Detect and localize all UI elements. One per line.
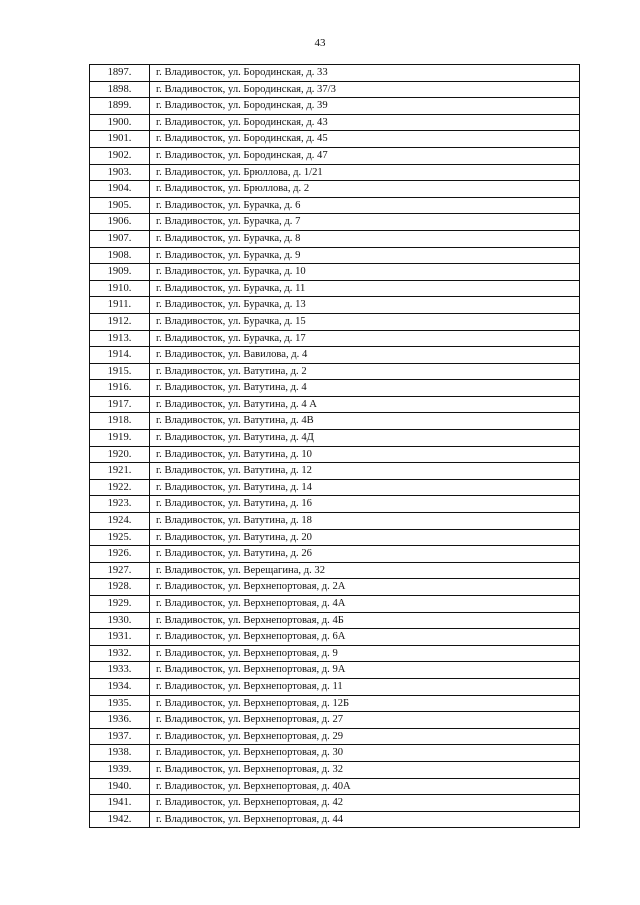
table-row bbox=[90, 313, 580, 330]
row-number: 1923. bbox=[90, 496, 150, 513]
row-number: 1933. bbox=[90, 662, 150, 679]
address-cell: г. Владивосток, ул. Верхнепортовая, д. 44 bbox=[150, 811, 580, 828]
row-number: 1897. bbox=[90, 65, 150, 82]
table-row bbox=[90, 712, 580, 729]
table-row bbox=[90, 612, 580, 629]
address-cell: г. Владивосток, ул. Бородинская, д. 33 bbox=[150, 65, 580, 82]
row-number: 1913. bbox=[90, 330, 150, 347]
row-number: 1899. bbox=[90, 98, 150, 115]
table-row bbox=[90, 181, 580, 198]
table-row bbox=[90, 745, 580, 762]
row-number: 1898. bbox=[90, 81, 150, 98]
address-cell: г. Владивосток, ул. Ватутина, д. 26 bbox=[150, 546, 580, 563]
row-number: 1915. bbox=[90, 363, 150, 380]
row-number: 1921. bbox=[90, 463, 150, 480]
address-cell: г. Владивосток, ул. Верхнепортовая, д. 40А bbox=[150, 778, 580, 795]
address-cell: г. Владивосток, ул. Ватутина, д. 18 bbox=[150, 513, 580, 530]
table-row bbox=[90, 247, 580, 264]
address-cell: г. Владивосток, ул. Ватутина, д. 4 bbox=[150, 380, 580, 397]
table-row bbox=[90, 728, 580, 745]
table-row bbox=[90, 446, 580, 463]
row-number: 1926. bbox=[90, 546, 150, 563]
table-row bbox=[90, 197, 580, 214]
page-number: 43 bbox=[314, 37, 326, 49]
address-cell: г. Владивосток, ул. Верхнепортовая, д. 4А bbox=[150, 596, 580, 613]
address-cell: г. Владивосток, ул. Верхнепортовая, д. 9 bbox=[150, 645, 580, 662]
address-cell: г. Владивосток, ул. Ватутина, д. 4Д bbox=[150, 430, 580, 447]
address-cell: г. Владивосток, ул. Ватутина, д. 12 bbox=[150, 463, 580, 480]
table-row bbox=[90, 131, 580, 148]
address-cell: г. Владивосток, ул. Верхнепортовая, д. 27 bbox=[150, 712, 580, 729]
address-cell: г. Владивосток, ул. Бурачка, д. 9 bbox=[150, 247, 580, 264]
table-row bbox=[90, 264, 580, 281]
address-cell: г. Владивосток, ул. Ватутина, д. 16 bbox=[150, 496, 580, 513]
row-number: 1932. bbox=[90, 645, 150, 662]
row-number: 1914. bbox=[90, 347, 150, 364]
table-row bbox=[90, 795, 580, 812]
row-number: 1912. bbox=[90, 313, 150, 330]
address-cell: г. Владивосток, ул. Верхнепортовая, д. 30 bbox=[150, 745, 580, 762]
row-number: 1937. bbox=[90, 728, 150, 745]
address-table-body bbox=[90, 65, 580, 828]
address-cell: г. Владивосток, ул. Ватутина, д. 10 bbox=[150, 446, 580, 463]
table-row bbox=[90, 230, 580, 247]
table-row bbox=[90, 280, 580, 297]
row-number: 1911. bbox=[90, 297, 150, 314]
row-number: 1922. bbox=[90, 479, 150, 496]
address-cell: г. Владивосток, ул. Бурачка, д. 17 bbox=[150, 330, 580, 347]
row-number: 1938. bbox=[90, 745, 150, 762]
table-row bbox=[90, 81, 580, 98]
address-cell: г. Владивосток, ул. Бурачка, д. 8 bbox=[150, 230, 580, 247]
row-number: 1929. bbox=[90, 596, 150, 613]
row-number: 1939. bbox=[90, 761, 150, 778]
row-number: 1927. bbox=[90, 562, 150, 579]
row-number: 1928. bbox=[90, 579, 150, 596]
row-number: 1936. bbox=[90, 712, 150, 729]
row-number: 1919. bbox=[90, 430, 150, 447]
row-number: 1918. bbox=[90, 413, 150, 430]
table-row bbox=[90, 579, 580, 596]
address-cell: г. Владивосток, ул. Брюллова, д. 2 bbox=[150, 181, 580, 198]
address-cell: г. Владивосток, ул. Верхнепортовая, д. 9А bbox=[150, 662, 580, 679]
table-row bbox=[90, 645, 580, 662]
row-number: 1906. bbox=[90, 214, 150, 231]
table-row bbox=[90, 463, 580, 480]
table-row bbox=[90, 214, 580, 231]
table-row bbox=[90, 761, 580, 778]
table-row bbox=[90, 147, 580, 164]
row-number: 1930. bbox=[90, 612, 150, 629]
row-number: 1904. bbox=[90, 181, 150, 198]
address-cell: г. Владивосток, ул. Верещагина, д. 32 bbox=[150, 562, 580, 579]
row-number: 1917. bbox=[90, 396, 150, 413]
address-cell: г. Владивосток, ул. Бурачка, д. 11 bbox=[150, 280, 580, 297]
table-row bbox=[90, 513, 580, 530]
address-cell: г. Владивосток, ул. Ватутина, д. 20 bbox=[150, 529, 580, 546]
table-row bbox=[90, 678, 580, 695]
table-row bbox=[90, 65, 580, 82]
address-cell: г. Владивосток, ул. Бородинская, д. 43 bbox=[150, 114, 580, 131]
table-row bbox=[90, 164, 580, 181]
address-cell: г. Владивосток, ул. Верхнепортовая, д. 12Б bbox=[150, 695, 580, 712]
address-cell: г. Владивосток, ул. Верхнепортовая, д. 4Б bbox=[150, 612, 580, 629]
row-number: 1901. bbox=[90, 131, 150, 148]
table-row bbox=[90, 496, 580, 513]
address-cell: г. Владивосток, ул. Верхнепортовая, д. 2А bbox=[150, 579, 580, 596]
table-row bbox=[90, 695, 580, 712]
row-number: 1910. bbox=[90, 280, 150, 297]
address-cell: г. Владивосток, ул. Верхнепортовая, д. 6А bbox=[150, 629, 580, 646]
address-cell: г. Владивосток, ул. Ватутина, д. 4 А bbox=[150, 396, 580, 413]
address-cell: г. Владивосток, ул. Верхнепортовая, д. 32 bbox=[150, 761, 580, 778]
row-number: 1902. bbox=[90, 147, 150, 164]
table-row bbox=[90, 562, 580, 579]
address-cell: г. Владивосток, ул. Бурачка, д. 6 bbox=[150, 197, 580, 214]
address-cell: г. Владивосток, ул. Верхнепортовая, д. 29 bbox=[150, 728, 580, 745]
table-row bbox=[90, 297, 580, 314]
row-number: 1931. bbox=[90, 629, 150, 646]
table-row bbox=[90, 662, 580, 679]
table-row bbox=[90, 114, 580, 131]
address-cell: г. Владивосток, ул. Бородинская, д. 37/3 bbox=[150, 81, 580, 98]
table-row bbox=[90, 396, 580, 413]
address-cell: г. Владивосток, ул. Ватутина, д. 2 bbox=[150, 363, 580, 380]
address-cell: г. Владивосток, ул. Бурачка, д. 10 bbox=[150, 264, 580, 281]
row-number: 1940. bbox=[90, 778, 150, 795]
table-row bbox=[90, 347, 580, 364]
address-cell: г. Владивосток, ул. Бородинская, д. 47 bbox=[150, 147, 580, 164]
address-table bbox=[89, 64, 580, 828]
table-row bbox=[90, 629, 580, 646]
row-number: 1934. bbox=[90, 678, 150, 695]
row-number: 1900. bbox=[90, 114, 150, 131]
row-number: 1909. bbox=[90, 264, 150, 281]
table-row bbox=[90, 330, 580, 347]
table-row bbox=[90, 98, 580, 115]
table-row bbox=[90, 529, 580, 546]
row-number: 1935. bbox=[90, 695, 150, 712]
table-row bbox=[90, 546, 580, 563]
table-row bbox=[90, 413, 580, 430]
address-cell: г. Владивосток, ул. Верхнепортовая, д. 11 bbox=[150, 678, 580, 695]
address-cell: г. Владивосток, ул. Вавилова, д. 4 bbox=[150, 347, 580, 364]
row-number: 1905. bbox=[90, 197, 150, 214]
address-cell: г. Владивосток, ул. Ватутина, д. 14 bbox=[150, 479, 580, 496]
table-row bbox=[90, 596, 580, 613]
address-cell: г. Владивосток, ул. Брюллова, д. 1/21 bbox=[150, 164, 580, 181]
row-number: 1907. bbox=[90, 230, 150, 247]
row-number: 1920. bbox=[90, 446, 150, 463]
row-number: 1924. bbox=[90, 513, 150, 530]
address-cell: г. Владивосток, ул. Бурачка, д. 15 bbox=[150, 313, 580, 330]
address-cell: г. Владивосток, ул. Бородинская, д. 45 bbox=[150, 131, 580, 148]
row-number: 1942. bbox=[90, 811, 150, 828]
table-row bbox=[90, 363, 580, 380]
table-row bbox=[90, 430, 580, 447]
address-cell: г. Владивосток, ул. Верхнепортовая, д. 42 bbox=[150, 795, 580, 812]
address-cell: г. Владивосток, ул. Ватутина, д. 4В bbox=[150, 413, 580, 430]
row-number: 1903. bbox=[90, 164, 150, 181]
table-row bbox=[90, 811, 580, 828]
row-number: 1941. bbox=[90, 795, 150, 812]
address-cell: г. Владивосток, ул. Бурачка, д. 7 bbox=[150, 214, 580, 231]
row-number: 1925. bbox=[90, 529, 150, 546]
row-number: 1908. bbox=[90, 247, 150, 264]
address-cell: г. Владивосток, ул. Бурачка, д. 13 bbox=[150, 297, 580, 314]
table-row bbox=[90, 380, 580, 397]
address-cell: г. Владивосток, ул. Бородинская, д. 39 bbox=[150, 98, 580, 115]
row-number: 1916. bbox=[90, 380, 150, 397]
table-row bbox=[90, 479, 580, 496]
table-row bbox=[90, 778, 580, 795]
